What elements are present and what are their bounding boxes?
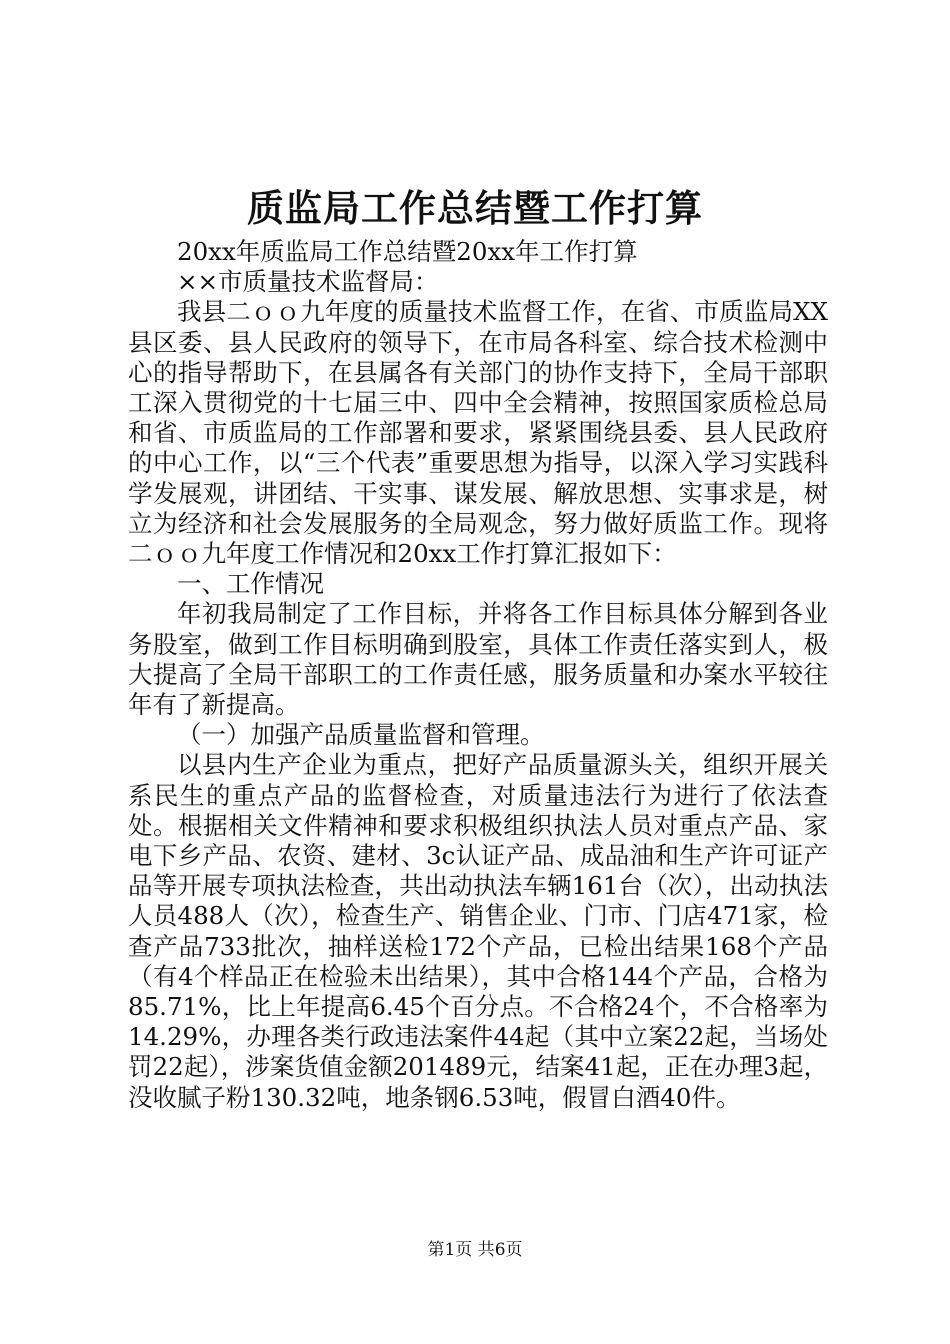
quality-supervision-paragraph: 以县内生产企业为重点，把好产品质量源头关，组织开展关系民生的重点产品的监督检查，对质量违法行为进行了依法查处。根据相关文件精神和要求积极组织执法人员对重点产品、家电下乡产品、农资、建材、3c认证产品、成品油和生产许可证产品等开展专项执法检查，共出动执法车辆161台（次），出动执法人员488人（次），检查生产、销售企业、门市、门店471家，检查产品733批次，抽样送检172个产品，已检出结果168个产品（有4个样品正在检验未出结果），其中合格144个产品，合格为85.71%，比上年提高6.45个百分点。不合格24个，不合格率为14.29%，办理各类行政违法案件44起（其中立案22起，当场处罚22起），涉案货值金额201489元，结案41起，正在办理3起，没收腻子粉130.32吨，地条钢6.53吨，假冒白酒40件。 bbox=[128, 750, 828, 1112]
section-heading-work-status: 一、工作情况 bbox=[177, 569, 324, 599]
subsection-heading-quality-supervision: （一）加强产品质量监督和管理。 bbox=[177, 720, 545, 750]
recipient-line: ××市质量技术监督局： bbox=[177, 267, 439, 297]
page-number: 第1页 共6页 bbox=[427, 1240, 523, 1260]
doc-subtitle: 20xx年质监局工作总结暨20xx年工作打算 bbox=[177, 237, 638, 266]
document-body bbox=[128, 237, 828, 1113]
work-goals-paragraph: 年初我局制定了工作目标，并将各工作目标具体分解到各业务股室，做到工作目标明确到股室，具体工作责任落实到人，极大提高了全局干部职工的工作责任感，服务质量和办案水平较往年有了新提高。 bbox=[128, 599, 828, 720]
intro-paragraph: 我县二ｏｏ九年度的质量技术监督工作，在省、市质监局XX县区委、县人民政府的领导下，在市局各科室、综合技术检测中心的指导帮助下，在县属各有关部门的协作支持下，全局干部职工深入贯彻党的十七届三中、四中全会精神，按照国家质检总局和省、市质监局的工作部署和要求，紧紧围绕县委、县人民政府的中心工作，以“三个代表”重要思想为指导，以深入学习实践科学发展观，讲团结、干实事、谋发展、解放思想、实事求是，树立为经济和社会发展服务的全局观念，努力做好质监工作。现将二ｏｏ九年度工作情况和20xx工作打算汇报如下： bbox=[128, 297, 828, 569]
document-title: 质监局工作总结暨工作打算 bbox=[247, 186, 703, 230]
